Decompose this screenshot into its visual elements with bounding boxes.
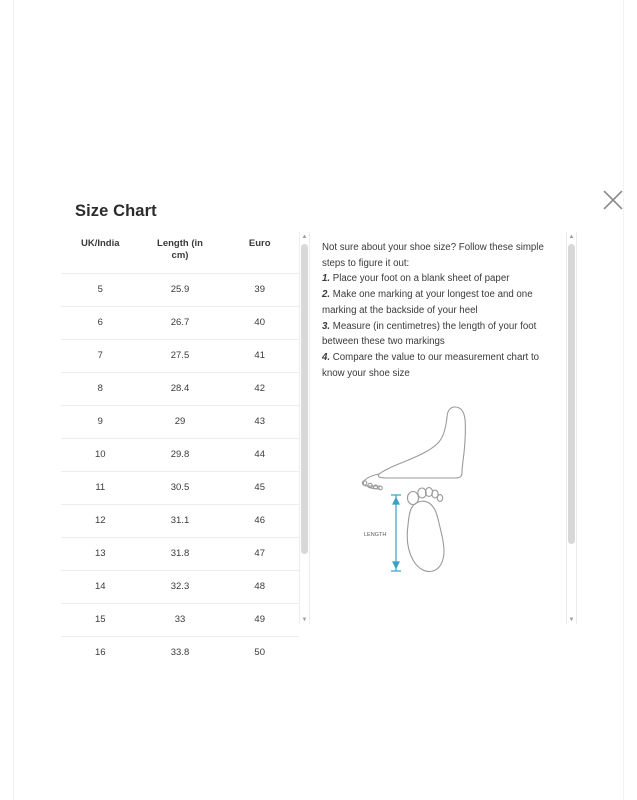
- cell-uk: 14: [61, 570, 140, 603]
- table-row: [61, 438, 299, 471]
- cell-uk: 8: [61, 372, 140, 405]
- column-header-length-line2: cm): [171, 250, 189, 262]
- foot-measurement-diagram: [322, 399, 555, 579]
- scroll-down-icon[interactable]: ▼: [301, 616, 308, 623]
- length-measure-arrow: [391, 495, 401, 571]
- cell-length: 29: [140, 405, 221, 438]
- step-1-text: Place your foot on a blank sheet of paper: [330, 273, 510, 285]
- table-row: [61, 306, 299, 339]
- step-3-text: Measure (in centimetres) the length of your foot between these two markings: [322, 320, 537, 348]
- cell-length: 27.5: [140, 339, 221, 372]
- table-row: [61, 570, 299, 603]
- cell-euro: 43: [220, 405, 299, 438]
- instruction-step-3: [322, 319, 555, 350]
- cell-length: 32.3: [140, 570, 221, 603]
- cell-length: 29.8: [140, 438, 221, 471]
- foot-diagram-svg: [334, 399, 544, 579]
- cell-euro: 47: [220, 537, 299, 570]
- step-4-text: Compare the value to our measurement chart to know your shoe size: [322, 352, 540, 379]
- column-header-uk-india: UK/India: [81, 238, 120, 249]
- scroll-up-icon[interactable]: ▲: [301, 233, 308, 240]
- instructions-pane: [300, 232, 577, 624]
- cell-length: 25.9: [140, 273, 221, 306]
- instruction-step-4: [322, 350, 555, 381]
- scroll-up-icon[interactable]: ▲: [568, 233, 575, 240]
- scroll-down-icon[interactable]: ▼: [568, 616, 575, 623]
- step-3-number: 3.: [322, 320, 331, 332]
- cell-length: 33: [140, 603, 221, 636]
- close-icon[interactable]: [599, 186, 627, 214]
- page-right-edge-line: [623, 0, 624, 800]
- cell-length: 30.5: [140, 471, 221, 504]
- size-table-pane: [61, 232, 300, 659]
- foot-sole-view: [407, 488, 444, 572]
- cell-uk: 9: [61, 405, 140, 438]
- step-2-text: Make one marking at your longest toe and one marking at the backside of your heel: [322, 289, 533, 316]
- page-left-edge-line: [13, 0, 14, 800]
- foot-side-view: [362, 407, 465, 490]
- table-row: [61, 603, 299, 636]
- cell-uk: 16: [61, 636, 140, 669]
- instructions-intro: Not sure about your shoe size? Follow these simple steps to figure it out:: [322, 242, 544, 269]
- cell-length: 33.8: [140, 636, 221, 669]
- cell-euro: 42: [220, 372, 299, 405]
- table-row: [61, 273, 299, 306]
- cell-length: 26.7: [140, 306, 221, 339]
- modal-content: [61, 232, 577, 659]
- cell-uk: 7: [61, 339, 140, 372]
- column-header-length-line1: Length (in: [157, 238, 203, 249]
- cell-euro: 49: [220, 603, 299, 636]
- table-row: [61, 339, 299, 372]
- step-4-number: 4.: [322, 352, 331, 364]
- cell-euro: 45: [220, 471, 299, 504]
- table-row: [61, 405, 299, 438]
- cell-length: 28.4: [140, 372, 221, 405]
- instructions-scrollbar[interactable]: [566, 232, 577, 624]
- table-row: [61, 537, 299, 570]
- cell-uk: 6: [61, 306, 140, 339]
- size-chart-modal: [33, 170, 605, 659]
- cell-uk: 12: [61, 504, 140, 537]
- page-title: Size Chart: [75, 202, 157, 220]
- table-row: [61, 636, 299, 669]
- cell-euro: 44: [220, 438, 299, 471]
- cell-uk: 15: [61, 603, 140, 636]
- size-table: [61, 232, 299, 669]
- instructions-scrollbar-thumb[interactable]: [568, 244, 575, 544]
- length-label: LENGTH: [363, 532, 386, 539]
- cell-length: 31.1: [140, 504, 221, 537]
- table-row: [61, 372, 299, 405]
- cell-euro: 39: [220, 273, 299, 306]
- cell-uk: 5: [61, 273, 140, 306]
- step-2-number: 2.: [322, 289, 331, 301]
- table-header-row: [61, 232, 299, 273]
- step-1-number: 1.: [322, 273, 331, 285]
- column-header-euro: Euro: [248, 238, 271, 249]
- cell-euro: 48: [220, 570, 299, 603]
- size-table-body: [61, 273, 299, 669]
- cell-uk: 13: [61, 537, 140, 570]
- instructions-text: [322, 240, 555, 381]
- cell-euro: 46: [220, 504, 299, 537]
- instruction-step-1: [322, 271, 555, 287]
- table-row: [61, 504, 299, 537]
- column-header-length: [140, 232, 221, 273]
- table-row: [61, 471, 299, 504]
- cell-euro: 41: [220, 339, 299, 372]
- instruction-step-2: [322, 287, 555, 318]
- cell-euro: 50: [220, 636, 299, 669]
- cell-length: 31.8: [140, 537, 221, 570]
- cell-uk: 11: [61, 471, 140, 504]
- cell-euro: 40: [220, 306, 299, 339]
- cell-uk: 10: [61, 438, 140, 471]
